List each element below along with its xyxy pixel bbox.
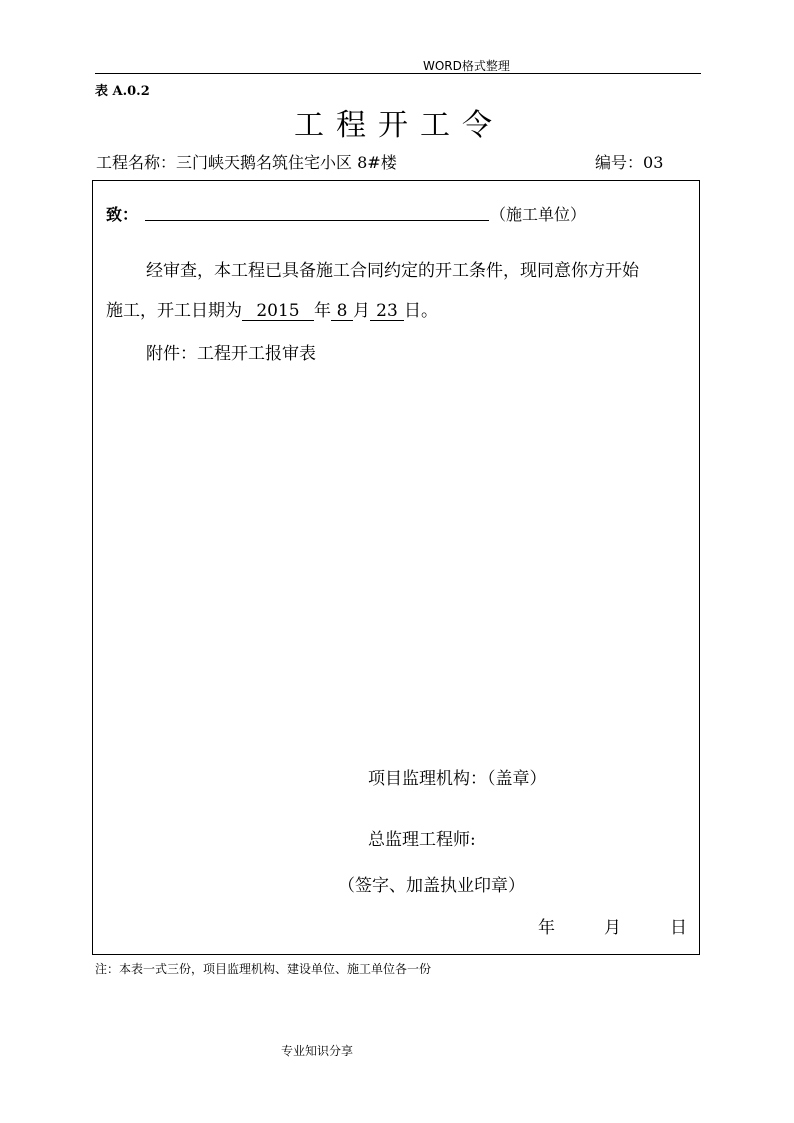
project-name-value: 三门峡天鹅名筑住宅小区 8#楼 — [176, 153, 397, 172]
start-year-value: 2015 — [242, 302, 314, 321]
attachment-line: 附件：工程开工报审表 — [146, 344, 316, 364]
year-char: 年 — [314, 301, 331, 321]
serial-number-label: 编号： — [595, 153, 644, 172]
document-title: 工程开工令 — [294, 108, 504, 143]
start-day-value: 23 — [370, 302, 404, 321]
approval-paragraph: 经审查，本工程已具备施工合同约定的开工条件，现同意你方开始 — [146, 261, 639, 281]
sign-date-year: 年 — [538, 918, 555, 938]
start-month-value: 8 — [331, 302, 353, 321]
serial-number-line — [595, 150, 663, 173]
recipient-unit-note: （施工单位） — [490, 205, 587, 224]
day-char: 日。 — [404, 301, 438, 321]
sign-date-day: 日 — [670, 918, 687, 938]
page-header-text: WORD格式整理 — [423, 59, 510, 73]
start-date-line — [106, 296, 438, 321]
chief-engineer-label: 总监理工程师: — [368, 830, 476, 850]
form-footnote: 注：本表一式三份，项目监理机构、建设单位、施工单位各一份 — [95, 962, 432, 976]
serial-number-value: 03 — [643, 153, 664, 172]
page-footer-text: 专业知识分享 — [281, 1044, 354, 1058]
recipient-blank-line — [145, 220, 489, 221]
header-rule — [95, 73, 701, 74]
month-char: 月 — [353, 301, 370, 321]
start-date-prefix: 施工，开工日期为 — [106, 301, 242, 321]
project-name-label: 工程名称： — [96, 153, 177, 172]
supervisor-org-seal: 项目监理机构：（盖章） — [368, 769, 547, 789]
form-number: 表 A.0.2 — [95, 84, 150, 99]
project-name-line — [96, 150, 397, 173]
recipient-label: 致： — [106, 205, 139, 224]
signature-note: （签字、加盖执业印章） — [338, 876, 525, 896]
sign-date-month: 月 — [604, 918, 621, 938]
